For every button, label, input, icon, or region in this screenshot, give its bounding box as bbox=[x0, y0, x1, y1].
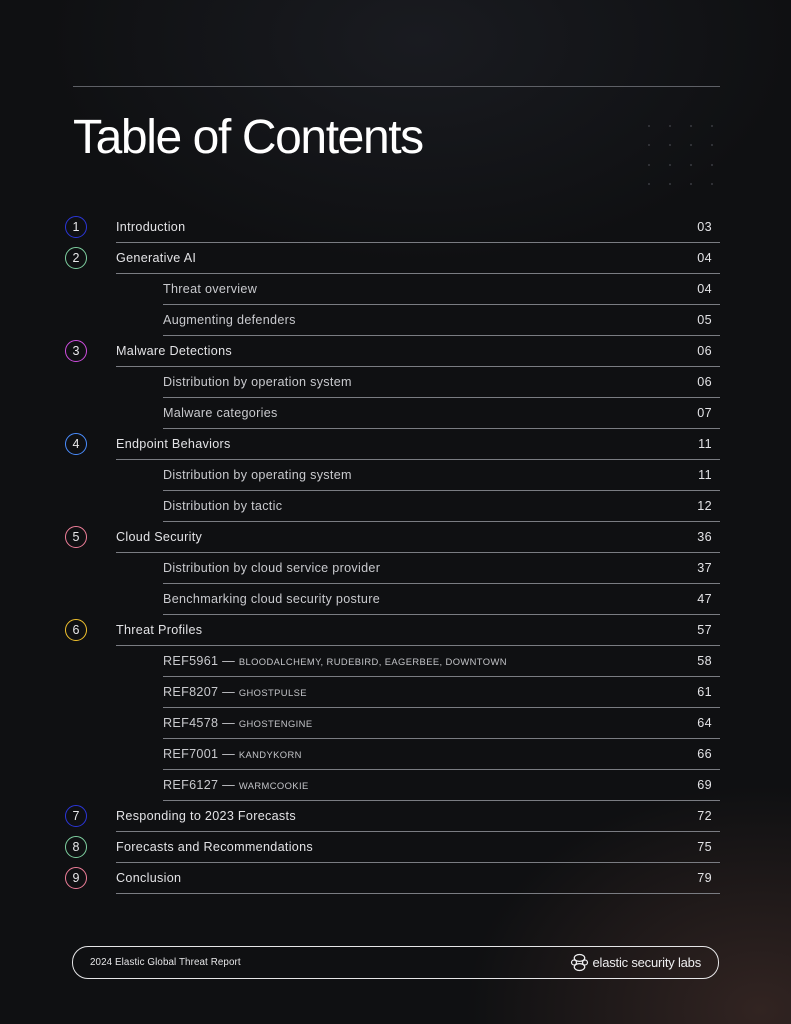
section-number-badge: 4 bbox=[65, 433, 87, 455]
toc-entry-label bbox=[163, 592, 380, 606]
section-number-badge: 2 bbox=[65, 247, 87, 269]
toc-entry-label bbox=[163, 561, 380, 575]
toc-subsection-row[interactable] bbox=[0, 491, 791, 522]
toc-subsection-row[interactable] bbox=[0, 305, 791, 336]
toc-entry-title: Distribution by tactic bbox=[163, 499, 283, 513]
toc-entry-label bbox=[116, 871, 181, 885]
toc-section-row[interactable] bbox=[0, 615, 791, 646]
toc-page-number: 72 bbox=[697, 809, 712, 823]
toc-entry-label bbox=[116, 344, 232, 358]
report-name: 2024 Elastic Global Threat Report bbox=[90, 957, 241, 968]
toc-page-number: 58 bbox=[697, 654, 712, 668]
threat-names: BLOODALCHEMY, RUDEBIRD, EAGERBEE, DOWNTOWN bbox=[238, 656, 507, 667]
toc-entry-title: Augmenting defenders bbox=[163, 313, 296, 327]
brand-logo bbox=[570, 953, 701, 972]
toc-entry-title: Distribution by operation system bbox=[163, 375, 352, 389]
toc-page-number: 69 bbox=[697, 778, 712, 792]
elastic-logo-icon bbox=[570, 953, 589, 972]
threat-names: GHOSTENGINE bbox=[238, 718, 313, 729]
toc-page-number: 11 bbox=[698, 468, 712, 482]
toc-entry-label bbox=[163, 313, 296, 327]
footer-bar bbox=[72, 946, 719, 979]
toc-page-number: 66 bbox=[697, 747, 712, 761]
toc-entry-title: Introduction bbox=[116, 220, 186, 234]
section-number-badge: 7 bbox=[65, 805, 87, 827]
toc-subsection-row[interactable] bbox=[0, 367, 791, 398]
toc-entry-label bbox=[163, 685, 307, 699]
toc-entry-title: Responding to 2023 Forecasts bbox=[116, 809, 296, 823]
toc-page-number: 47 bbox=[697, 592, 712, 606]
decorative-dot-grid bbox=[638, 116, 722, 194]
toc-subsection-row[interactable] bbox=[0, 739, 791, 770]
toc-subsection-row[interactable] bbox=[0, 677, 791, 708]
toc-page-number: 11 bbox=[698, 437, 712, 451]
toc-entry-title: Endpoint Behaviors bbox=[116, 437, 231, 451]
toc-page-number: 36 bbox=[697, 530, 712, 544]
toc-entry-label bbox=[163, 778, 309, 792]
toc-entry-label bbox=[116, 220, 185, 234]
toc-entry-title: Distribution by cloud service provider bbox=[163, 561, 381, 575]
toc-entry-title: Generative AI bbox=[116, 251, 197, 265]
toc-entry-title: Threat overview bbox=[163, 282, 258, 296]
toc-section-row[interactable] bbox=[0, 336, 791, 367]
toc-entry-title: Malware categories bbox=[163, 406, 278, 420]
section-number-badge: 1 bbox=[65, 216, 87, 238]
toc-entry-label bbox=[163, 499, 282, 513]
toc-page-number: 07 bbox=[697, 406, 712, 420]
toc-entry-title: Malware Detections bbox=[116, 344, 232, 358]
toc-subsection-row[interactable] bbox=[0, 646, 791, 677]
toc-entry-label bbox=[116, 530, 202, 544]
toc-entry-label bbox=[116, 840, 313, 854]
toc-entry-label bbox=[163, 654, 507, 668]
toc-entry-label bbox=[163, 406, 278, 420]
toc-page-number: 37 bbox=[697, 561, 712, 575]
toc-page-number: 04 bbox=[697, 282, 712, 296]
toc-entry-label bbox=[163, 716, 313, 730]
table-of-contents bbox=[0, 212, 791, 894]
toc-page-number: 75 bbox=[697, 840, 712, 854]
section-number-badge: 6 bbox=[65, 619, 87, 641]
toc-subsection-row[interactable] bbox=[0, 770, 791, 801]
threat-names: GHOSTPULSE bbox=[238, 687, 307, 698]
toc-page-number: 03 bbox=[697, 220, 712, 234]
toc-entry-label bbox=[163, 468, 352, 482]
toc-subsection-row[interactable] bbox=[0, 553, 791, 584]
toc-entry-title: REF5961 — bbox=[163, 654, 235, 668]
toc-entry-label bbox=[163, 375, 352, 389]
toc-section-row[interactable] bbox=[0, 212, 791, 243]
toc-entry-title: REF4578 — bbox=[163, 716, 235, 730]
toc-entry-title: REF6127 — bbox=[163, 778, 235, 792]
toc-section-row[interactable] bbox=[0, 832, 791, 863]
toc-page-number: 06 bbox=[697, 344, 712, 358]
toc-section-row[interactable] bbox=[0, 522, 791, 553]
toc-subsection-row[interactable] bbox=[0, 398, 791, 429]
toc-entry-title: REF8207 — bbox=[163, 685, 235, 699]
toc-subsection-row[interactable] bbox=[0, 460, 791, 491]
toc-section-row[interactable] bbox=[0, 863, 791, 894]
brand-text: elastic security labs bbox=[592, 955, 701, 970]
toc-entry-label bbox=[163, 747, 302, 761]
toc-page-number: 05 bbox=[697, 313, 712, 327]
toc-entry-title: Benchmarking cloud security posture bbox=[163, 592, 380, 606]
toc-subsection-row[interactable] bbox=[0, 584, 791, 615]
toc-entry-label bbox=[163, 282, 257, 296]
toc-page-number: 04 bbox=[697, 251, 712, 265]
toc-entry-label bbox=[116, 251, 196, 265]
toc-page-number: 12 bbox=[697, 499, 712, 513]
section-number-badge: 9 bbox=[65, 867, 87, 889]
toc-entry-title: Distribution by operating system bbox=[163, 468, 352, 482]
toc-divider bbox=[116, 893, 720, 894]
toc-section-row[interactable] bbox=[0, 429, 791, 460]
toc-entry-title: Cloud Security bbox=[116, 530, 203, 544]
threat-names: KANDYKORN bbox=[238, 749, 302, 760]
toc-subsection-row[interactable] bbox=[0, 708, 791, 739]
toc-section-row[interactable] bbox=[0, 801, 791, 832]
toc-entry-label bbox=[116, 437, 231, 451]
section-number-badge: 5 bbox=[65, 526, 87, 548]
toc-entry-title: Forecasts and Recommendations bbox=[116, 840, 313, 854]
toc-entry-title: Threat Profiles bbox=[116, 623, 203, 637]
toc-entry-label bbox=[116, 809, 296, 823]
page-title: Table of Contents bbox=[73, 111, 423, 164]
toc-page-number: 64 bbox=[697, 716, 712, 730]
toc-page-number: 79 bbox=[697, 871, 712, 885]
toc-entry-title: REF7001 — bbox=[163, 747, 235, 761]
top-rule bbox=[73, 86, 720, 87]
toc-page-number: 06 bbox=[697, 375, 712, 389]
toc-section-row[interactable] bbox=[0, 243, 791, 274]
threat-names: WARMCOOKIE bbox=[238, 780, 309, 791]
toc-entry-label bbox=[116, 623, 202, 637]
toc-subsection-row[interactable] bbox=[0, 274, 791, 305]
section-number-badge: 8 bbox=[65, 836, 87, 858]
section-number-badge: 3 bbox=[65, 340, 87, 362]
toc-page-number: 61 bbox=[697, 685, 712, 699]
toc-entry-title: Conclusion bbox=[116, 871, 182, 885]
toc-page-number: 57 bbox=[697, 623, 712, 637]
